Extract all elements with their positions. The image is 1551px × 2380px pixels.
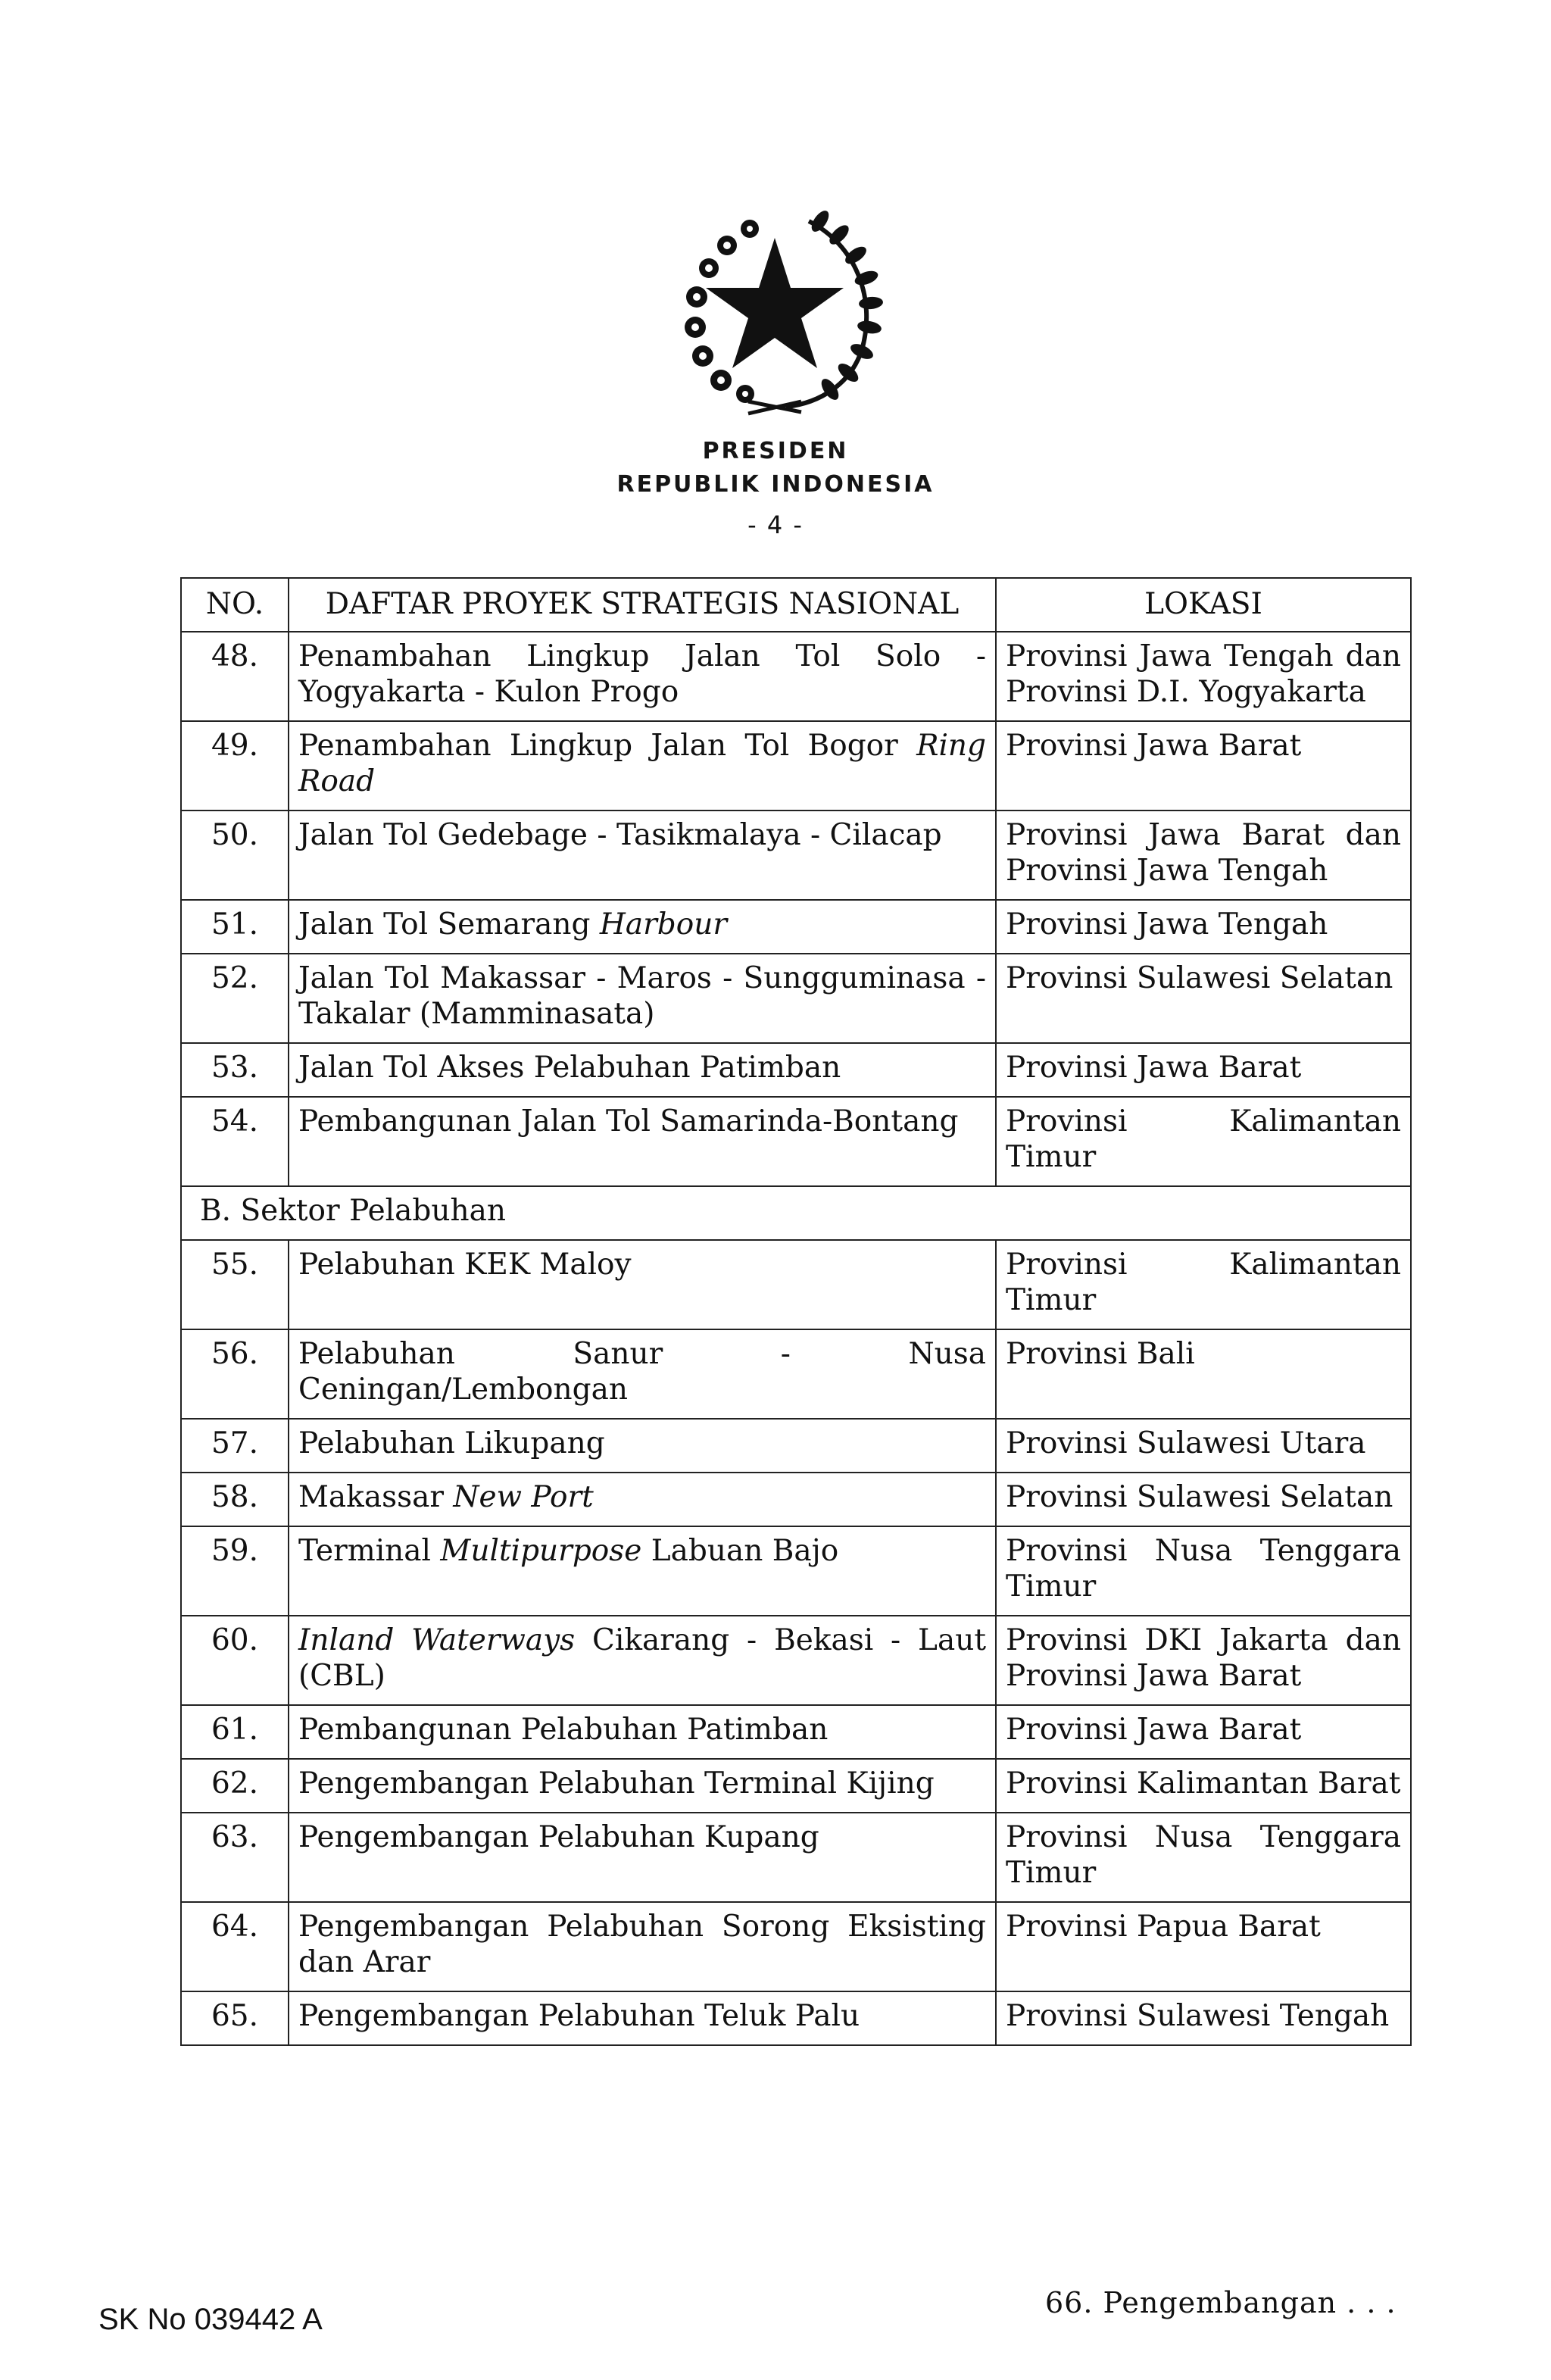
project-name: Pembangunan Jalan Tol Samarinda-Bontang bbox=[289, 1097, 996, 1186]
row-number: 54. bbox=[181, 1097, 289, 1186]
project-name: Pengembangan Pelabuhan Terminal Kijing bbox=[289, 1759, 996, 1813]
project-name-italic: Inland Waterways bbox=[298, 1623, 576, 1657]
project-name-italic: Harbour bbox=[599, 907, 727, 942]
row-number: 56. bbox=[181, 1329, 289, 1419]
project-location: Provinsi Nusa Tenggara Timur bbox=[996, 1813, 1411, 1902]
row-number: 52. bbox=[181, 954, 289, 1043]
project-name: Pelabuhan Sanur - Nusa Ceningan/Lembongan bbox=[289, 1329, 996, 1419]
table-row bbox=[181, 1991, 1411, 2045]
project-location: Provinsi Jawa Tengah bbox=[996, 900, 1411, 954]
table-row bbox=[181, 1759, 1411, 1813]
section-row bbox=[181, 1186, 1411, 1240]
project-location: Provinsi DKI Jakarta dan Provinsi Jawa Barat bbox=[996, 1616, 1411, 1705]
project-location: Provinsi Nusa Tenggara Timur bbox=[996, 1526, 1411, 1616]
project-name: Pengembangan Pelabuhan Teluk Palu bbox=[289, 1991, 996, 2045]
project-name bbox=[289, 1526, 996, 1616]
row-number: 57. bbox=[181, 1419, 289, 1473]
project-location: Provinsi Kalimantan Timur bbox=[996, 1240, 1411, 1329]
project-location: Provinsi Jawa Barat bbox=[996, 1043, 1411, 1097]
project-location: Provinsi Sulawesi Selatan bbox=[996, 1473, 1411, 1526]
row-number: 53. bbox=[181, 1043, 289, 1097]
project-location: Provinsi Sulawesi Tengah bbox=[996, 1991, 1411, 2045]
table-row bbox=[181, 1705, 1411, 1759]
project-location: Provinsi Kalimantan Timur bbox=[996, 1097, 1411, 1186]
row-number: 64. bbox=[181, 1902, 289, 1991]
document-code: SK No 039442 A bbox=[98, 2303, 323, 2336]
row-number: 50. bbox=[181, 811, 289, 900]
project-name-text: Terminal bbox=[298, 1534, 432, 1568]
project-location: Provinsi Jawa Barat bbox=[996, 1705, 1411, 1759]
project-name: Pengembangan Pelabuhan Sorong Eksisting dan Arar bbox=[289, 1902, 996, 1991]
continuation-text: 66. Pengembangan . . . bbox=[1045, 2286, 1397, 2319]
project-name: Penambahan Lingkup Jalan Tol Solo - Yogyakarta - Kulon Progo bbox=[289, 632, 996, 721]
section-heading-pelabuhan: B. Sektor Pelabuhan bbox=[181, 1186, 1411, 1240]
table-row bbox=[181, 811, 1411, 900]
project-name: Jalan Tol Akses Pelabuhan Patimban bbox=[289, 1043, 996, 1097]
project-name-italic: Multipurpose bbox=[440, 1534, 642, 1568]
project-location: Provinsi Jawa Tengah dan Provinsi D.I. Yogyakarta bbox=[996, 632, 1411, 721]
header-presiden: PRESIDEN bbox=[702, 438, 849, 464]
table-row bbox=[181, 1419, 1411, 1473]
column-header-location: LOKASI bbox=[996, 578, 1411, 632]
project-name: Jalan Tol Gedebage - Tasikmalaya - Cilacap bbox=[289, 811, 996, 900]
project-name: Pelabuhan KEK Maloy bbox=[289, 1240, 996, 1329]
row-number: 62. bbox=[181, 1759, 289, 1813]
row-number: 51. bbox=[181, 900, 289, 954]
project-name bbox=[289, 1473, 996, 1526]
row-number: 48. bbox=[181, 632, 289, 721]
table-row bbox=[181, 1813, 1411, 1902]
table-row bbox=[181, 1616, 1411, 1705]
project-location: Provinsi Jawa Barat dan Provinsi Jawa Tengah bbox=[996, 811, 1411, 900]
project-location: Provinsi Bali bbox=[996, 1329, 1411, 1419]
project-name-italic: Ring Road bbox=[298, 729, 986, 798]
table-row bbox=[181, 1473, 1411, 1526]
table-row bbox=[181, 1526, 1411, 1616]
row-number: 65. bbox=[181, 1991, 289, 2045]
project-name-text: Makassar bbox=[298, 1480, 444, 1514]
project-name bbox=[289, 1616, 996, 1705]
project-location: Provinsi Sulawesi Selatan bbox=[996, 954, 1411, 1043]
project-location: Provinsi Papua Barat bbox=[996, 1902, 1411, 1991]
row-number: 60. bbox=[181, 1616, 289, 1705]
project-name bbox=[289, 900, 996, 954]
row-number: 59. bbox=[181, 1526, 289, 1616]
project-name-tail: Labuan Bajo bbox=[651, 1534, 839, 1568]
project-name bbox=[289, 721, 996, 811]
project-location: Provinsi Kalimantan Barat bbox=[996, 1759, 1411, 1813]
table-row bbox=[181, 900, 1411, 954]
table-row bbox=[181, 721, 1411, 811]
column-header-project: DAFTAR PROYEK STRATEGIS NASIONAL bbox=[289, 578, 996, 632]
project-table bbox=[180, 577, 1412, 2046]
project-name: Pembangunan Pelabuhan Patimban bbox=[289, 1705, 996, 1759]
table-row bbox=[181, 1902, 1411, 1991]
row-number: 58. bbox=[181, 1473, 289, 1526]
table-row bbox=[181, 632, 1411, 721]
project-name: Jalan Tol Makassar - Maros - Sungguminasa - Takalar (Mamminasata) bbox=[289, 954, 996, 1043]
project-location: Provinsi Sulawesi Utara bbox=[996, 1419, 1411, 1473]
column-header-no: NO. bbox=[181, 578, 289, 632]
row-number: 55. bbox=[181, 1240, 289, 1329]
project-name-italic: New Port bbox=[453, 1480, 594, 1514]
row-number: 49. bbox=[181, 721, 289, 811]
project-name-tail: Cikarang - Bekasi - Laut (CBL) bbox=[298, 1623, 986, 1693]
table-header-row bbox=[181, 578, 1411, 632]
table-row bbox=[181, 1329, 1411, 1419]
project-name-text: Jalan Tol Semarang bbox=[298, 907, 591, 942]
row-number: 63. bbox=[181, 1813, 289, 1902]
project-name: Pengembangan Pelabuhan Kupang bbox=[289, 1813, 996, 1902]
table-row bbox=[181, 1043, 1411, 1097]
project-name-text: Penambahan Lingkup Jalan Tol Bogor bbox=[298, 729, 898, 763]
table-row bbox=[181, 954, 1411, 1043]
header-republik-indonesia: REPUBLIK INDONESIA bbox=[616, 471, 935, 498]
page-number: - 4 - bbox=[747, 511, 804, 539]
project-name: Pelabuhan Likupang bbox=[289, 1419, 996, 1473]
garuda-star-emblem-icon bbox=[657, 198, 892, 426]
row-number: 61. bbox=[181, 1705, 289, 1759]
table-row bbox=[181, 1097, 1411, 1186]
project-location: Provinsi Jawa Barat bbox=[996, 721, 1411, 811]
table-row bbox=[181, 1240, 1411, 1329]
